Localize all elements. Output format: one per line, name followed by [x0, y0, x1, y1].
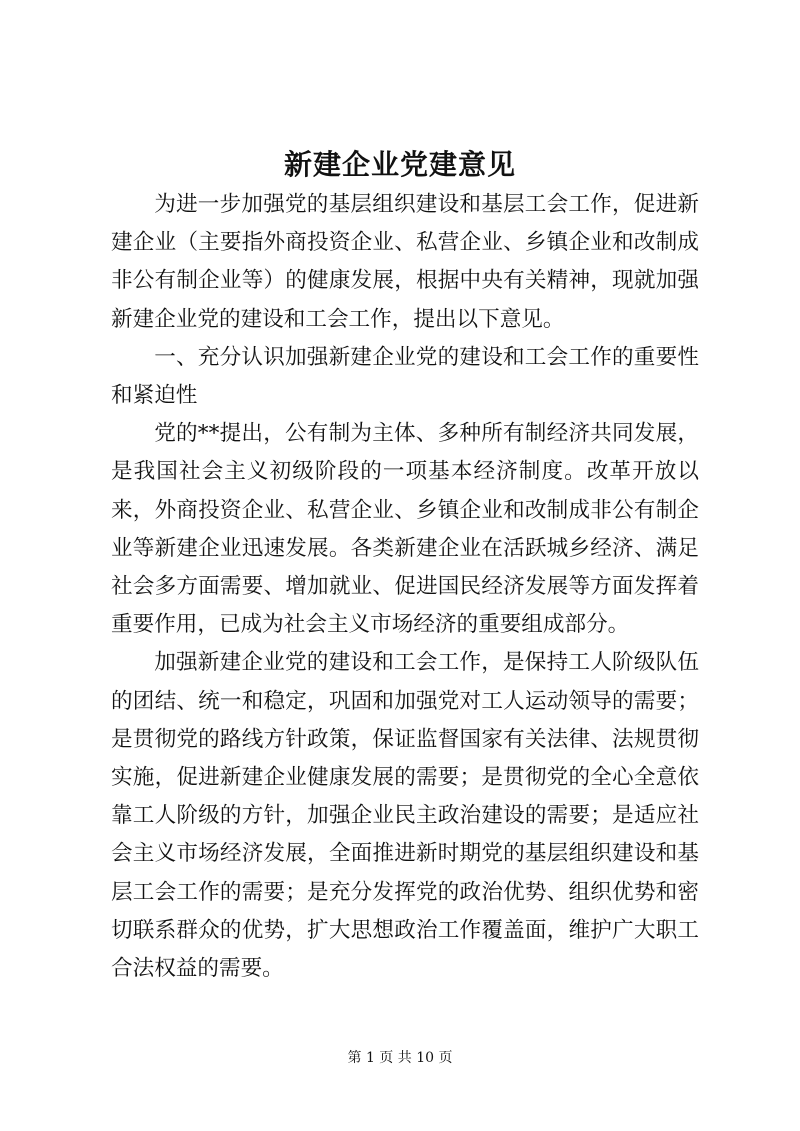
page-number-footer: 第 1 页 共 10 页 [347, 1050, 453, 1066]
paragraph-importance: 加强新建企业党的建设和工会工作，是保持工人阶级队伍的团结、统一和稳定，巩固和加强党对工人运动领导的需要；是贯彻党的路线方针政策，保证监督国家有关法律、法规贯彻实施，促进新建企业健康发展的需要；是贯彻党的全心全意依靠工人阶级的方针，加强企业民主政治建设的需要；是适应社会主义市场经济发展，全面推进新时期党的基层组织建设和基层工会工作的需要；是充分发挥党的政治优势、组织优势和密切联系群众的优势，扩大思想政治工作覆盖面，维护广大职工合法权益的需要。 [111, 650, 699, 982]
document-body [111, 186, 699, 988]
paragraph-economic-system: 党的**提出，公有制为主体、多种所有制经济共同发展，是我国社会主义初级阶段的一项基本经济制度。改革开放以来，外商投资企业、私营企业、乡镇企业和改制成非公有制企业等新建企业迅速发展。各类新建企业在活跃城乡经济、满足社会多方面需要、增加就业、促进国民经济发展等方面发挥着重要作用，已成为社会主义市场经济的重要组成部分。 [111, 421, 699, 638]
paragraph-intro: 为进一步加强党的基层组织建设和基层工会工作，促进新建企业（主要指外商投资企业、私营企业、乡镇企业和改制成非公有制企业等）的健康发展，根据中央有关精神，现就加强新建企业党的建设和工会工作，提出以下意见。 [111, 192, 699, 332]
section-heading-1: 一、充分认识加强新建企业党的建设和工会工作的重要性和紧迫性 [111, 344, 699, 409]
document-title: 新建企业党建意见 [283, 148, 516, 181]
